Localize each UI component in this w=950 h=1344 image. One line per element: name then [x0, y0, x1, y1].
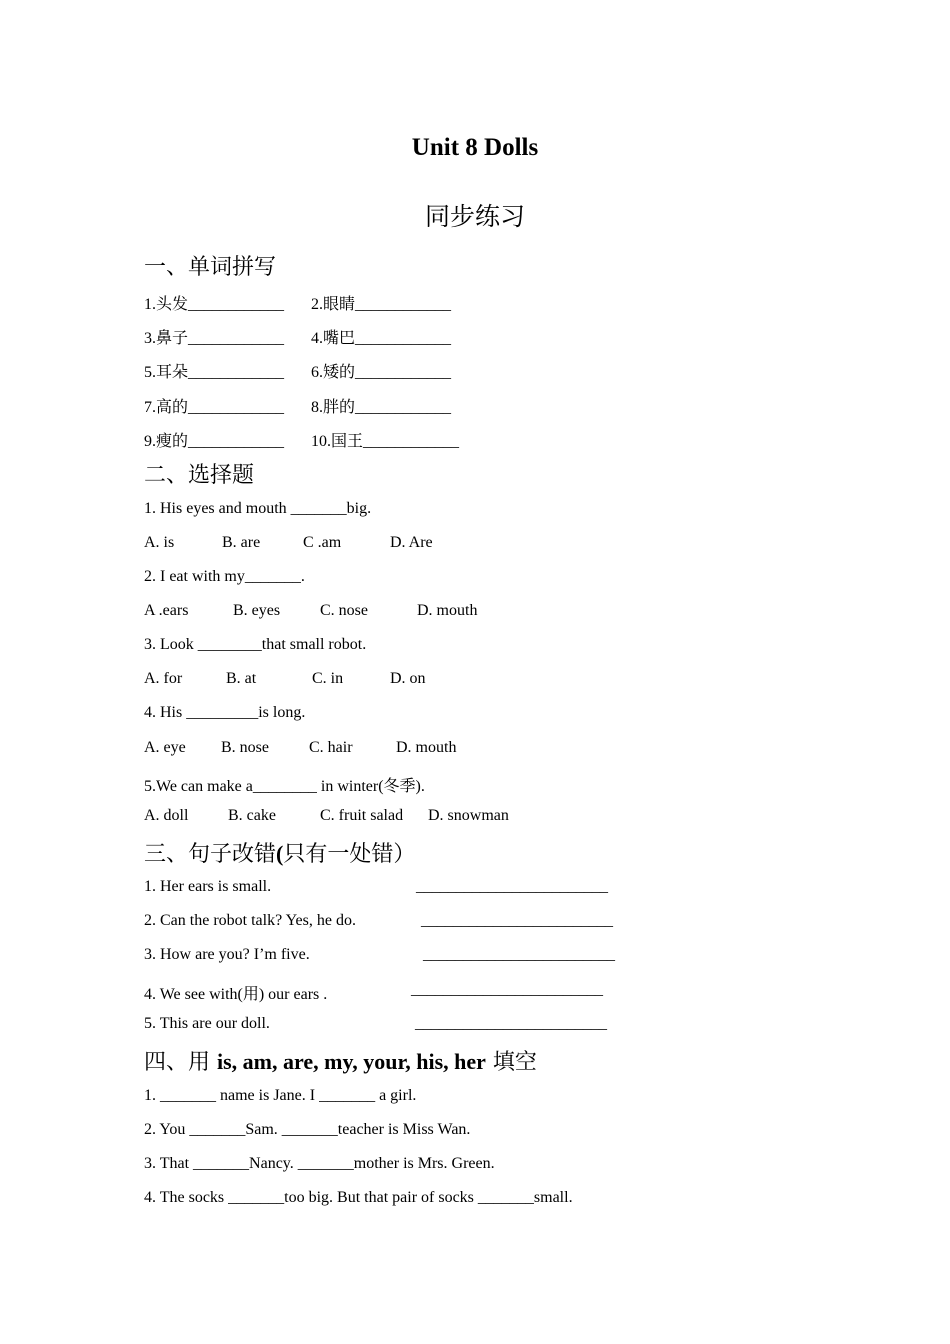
option: D. Are	[390, 534, 433, 551]
option: C. fruit salad	[320, 807, 404, 824]
question-text: 4. His _________is long.	[144, 704, 306, 721]
option: C. nose	[320, 602, 368, 619]
correction-sentence: 5. This are our doll.	[144, 1015, 270, 1032]
vocab-item: 4.嘴巴____________	[311, 330, 452, 347]
option: D. mouth	[417, 602, 478, 619]
vocab-item: 9.瘦的____________	[144, 433, 285, 450]
heading-prefix: 三、句子改错	[144, 842, 277, 867]
correction-sentence: 2. Can the robot talk? Yes, he do.	[144, 912, 356, 929]
answer-blank[interactable]: ________________________	[411, 981, 603, 998]
option: B. nose	[221, 739, 269, 756]
option: D. on	[390, 670, 426, 687]
option: A. for	[144, 670, 183, 687]
page-title: Unit 8 Dolls	[411, 134, 539, 161]
option: A. eye	[144, 739, 186, 756]
option: B. at	[226, 670, 257, 687]
page-subtitle: 同步练习	[424, 202, 525, 231]
heading-bold: is, am, are, my, your, his, her	[217, 1049, 486, 1074]
section-4-heading	[144, 1045, 537, 1076]
fill-blank-item: 1. _______ name is Jane. I _______ a girl.	[144, 1087, 417, 1104]
option: B. cake	[228, 807, 276, 824]
correction-sentence: 1. Her ears is small.	[144, 878, 272, 895]
heading-suffix: 填空	[485, 1050, 537, 1075]
section-1-heading: 一、单词拼写	[144, 255, 277, 280]
answer-blank[interactable]: ________________________	[416, 878, 608, 895]
option: D. mouth	[396, 739, 457, 756]
fill-blank-item: 3. That _______Nancy. _______mother is Mrs. Green.	[144, 1155, 495, 1172]
heading-suffix: 只有一处错）	[283, 842, 416, 867]
option: A .ears	[144, 602, 189, 619]
vocab-item: 5.耳朵____________	[144, 364, 285, 381]
option: C. in	[312, 670, 344, 687]
answer-blank[interactable]: ________________________	[415, 1015, 607, 1032]
vocab-item: 6.矮的____________	[311, 364, 452, 381]
vocab-item: 10.国王____________	[311, 433, 460, 450]
question-text: 2. I eat with my_______.	[144, 568, 305, 585]
option: A. doll	[144, 807, 189, 824]
answer-blank[interactable]: ________________________	[423, 946, 615, 963]
heading-bold: (	[276, 841, 284, 866]
vocab-item: 1.头发____________	[144, 296, 285, 313]
heading-prefix: 四、用	[144, 1050, 217, 1075]
question-text: 1. His eyes and mouth _______big.	[144, 500, 372, 517]
vocab-item: 8.胖的____________	[311, 399, 452, 416]
correction-sentence: 4. We see with(用) our ears .	[144, 986, 328, 1003]
option: C .am	[303, 534, 342, 551]
vocab-item: 7.高的____________	[144, 399, 285, 416]
option: D. snowman	[428, 807, 509, 824]
fill-blank-item: 2. You _______Sam. _______teacher is Miss Wan.	[144, 1121, 471, 1138]
vocab-item: 3.鼻子____________	[144, 330, 285, 347]
section-2-heading: 二、选择题	[144, 463, 255, 488]
vocab-item: 2.眼睛____________	[311, 296, 452, 313]
correction-sentence: 3. How are you? I’m five.	[144, 946, 310, 963]
option: A. is	[144, 534, 175, 551]
fill-blank-item: 4. The socks _______too big. But that pair of socks _______small.	[144, 1189, 573, 1206]
section-3-heading	[144, 837, 415, 868]
option: B. are	[222, 534, 261, 551]
question-text: 5.We can make a________ in winter(冬季).	[144, 778, 425, 795]
option: B. eyes	[233, 602, 281, 619]
answer-blank[interactable]: ________________________	[421, 912, 613, 929]
option: C. hair	[309, 739, 353, 756]
question-text: 3. Look ________that small robot.	[144, 636, 367, 653]
